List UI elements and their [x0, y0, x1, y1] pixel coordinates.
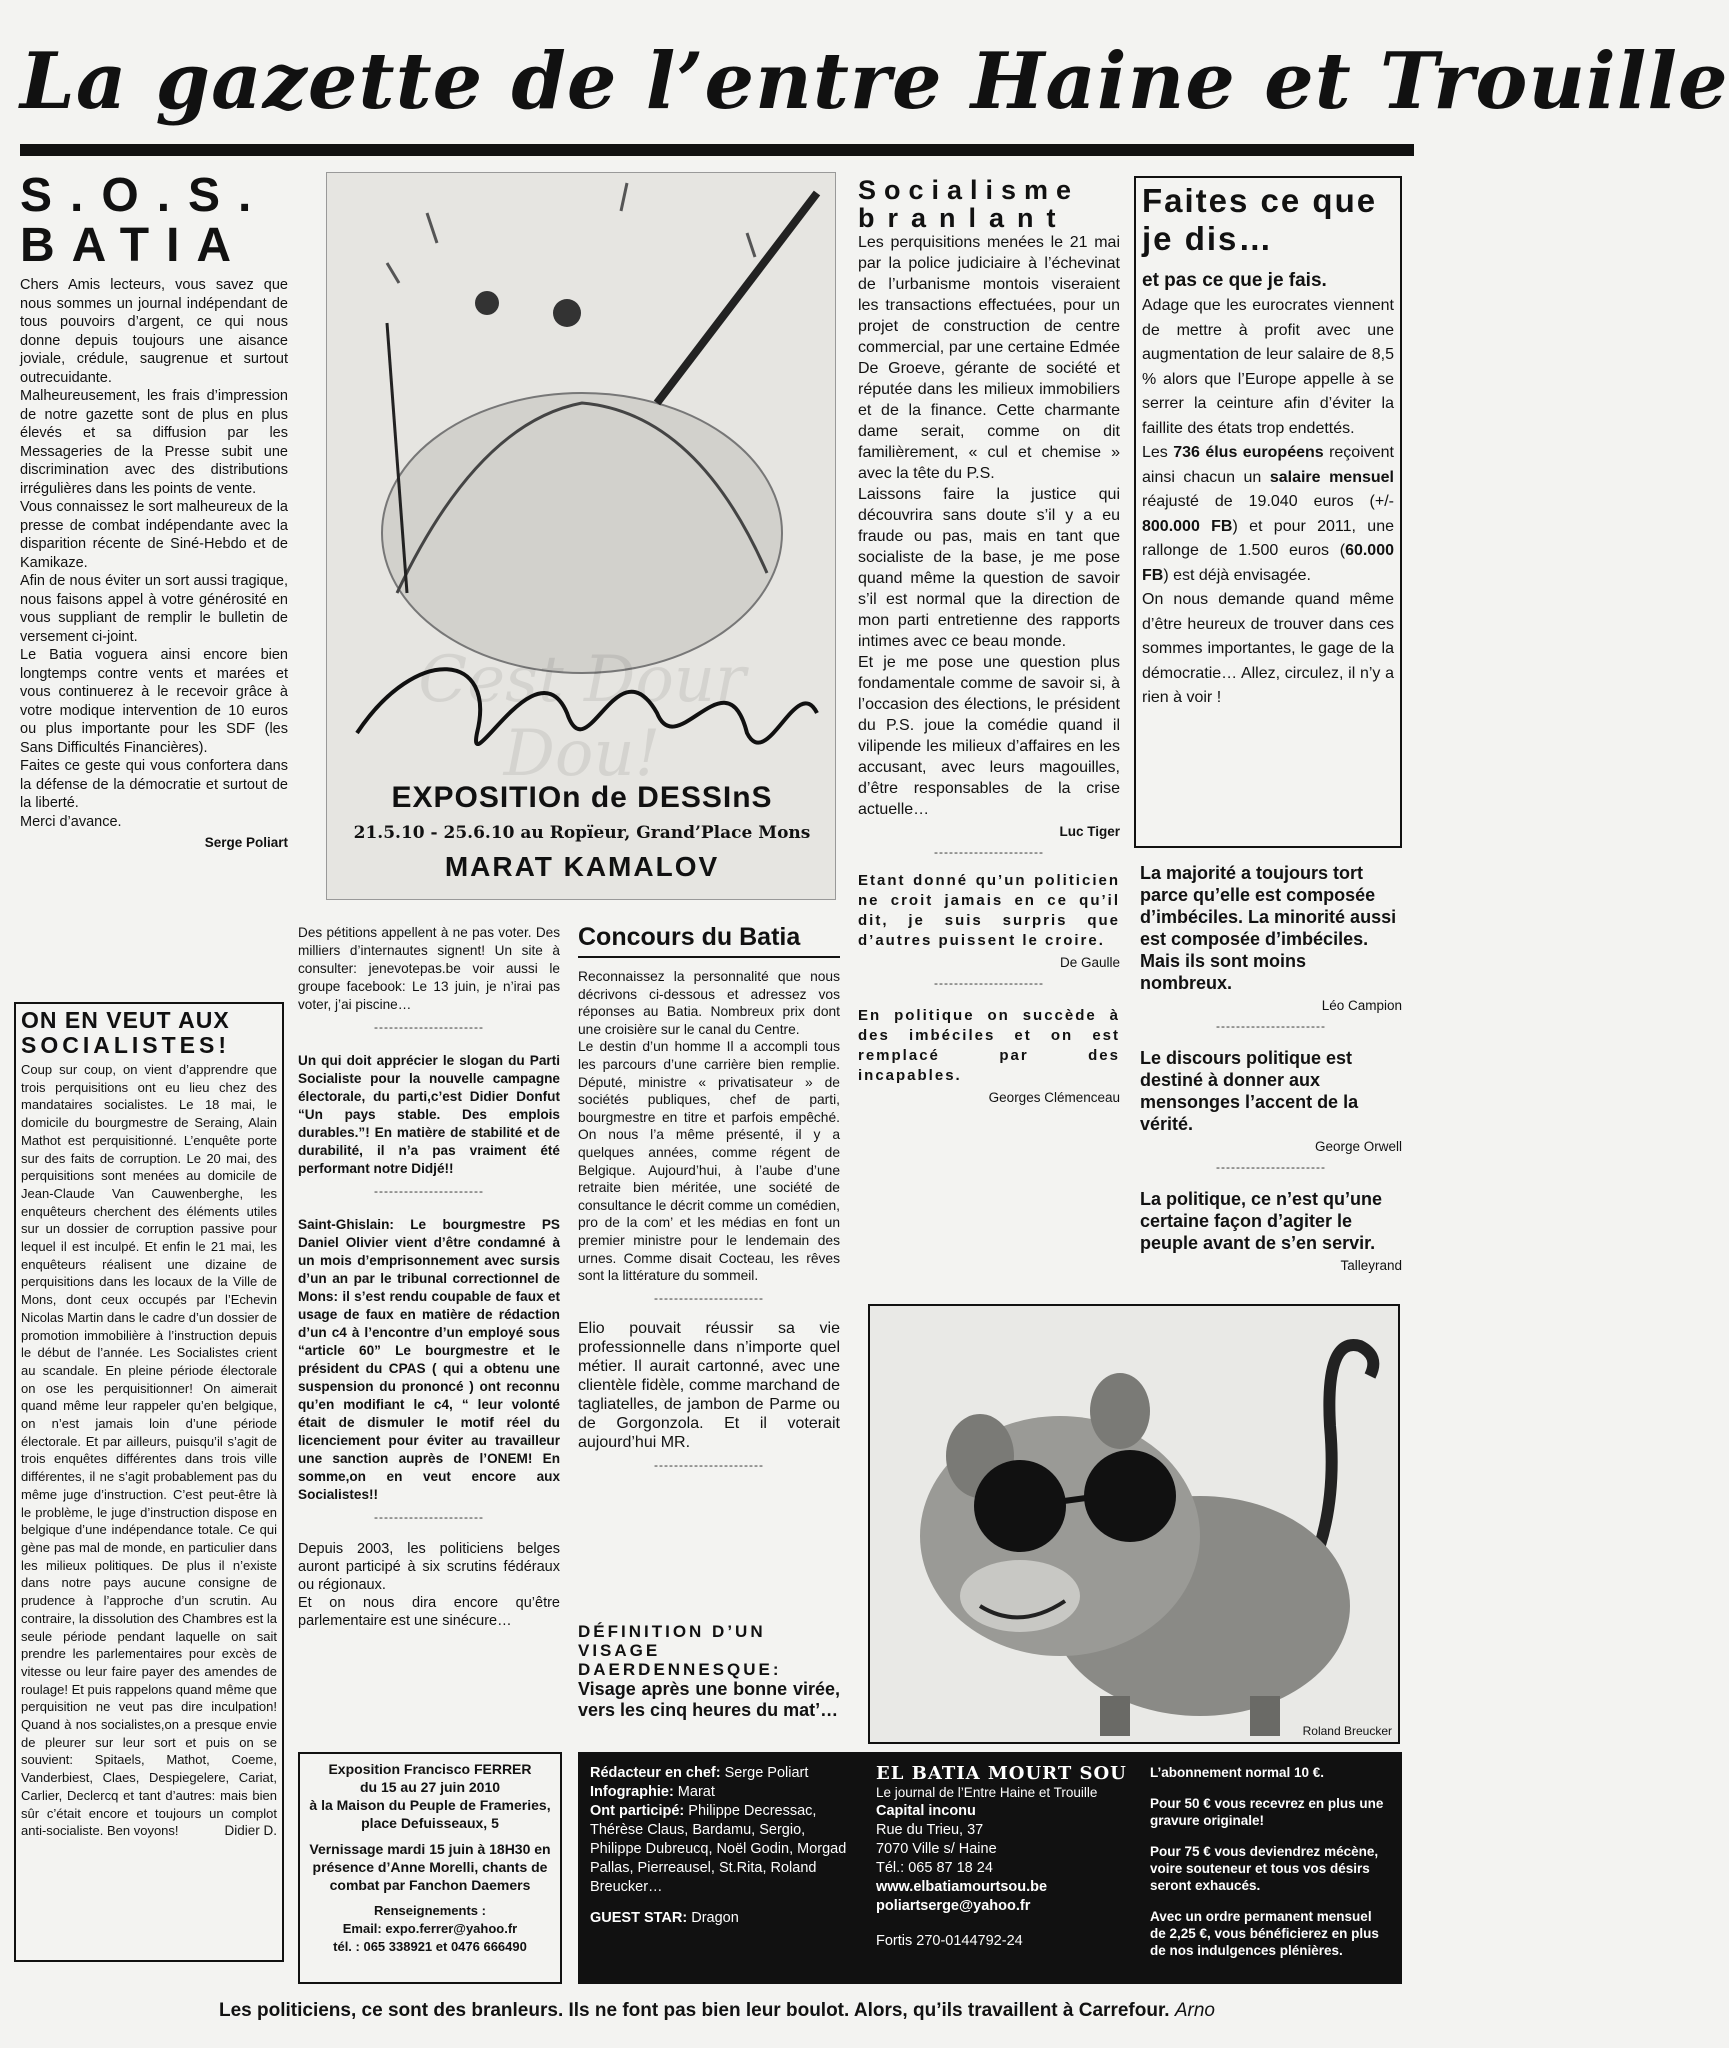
sos-signature: Serge Poliart	[204, 835, 288, 850]
credit-contributors	[590, 1802, 858, 1897]
poster-scrawl: Cest Dour Dou!	[418, 643, 746, 791]
separator: ----------------------	[934, 976, 1044, 990]
subscription-permanent: Avec un ordre permanent mensuel de 2,25 €, vous bénéficierez en plus de nos indulgences plénières.	[1150, 1909, 1379, 1958]
quote-author: George Orwell	[1314, 1139, 1402, 1154]
subscription-50: Pour 50 € vous recevrez en plus une gravure originale!	[1150, 1796, 1384, 1828]
separator: ----------------------	[1216, 1160, 1326, 1174]
journal-website-link[interactable]: www.elbatiamourtsou.be	[876, 1879, 1048, 1895]
credit-label: Ont participé:	[590, 1803, 685, 1819]
note-sinecure: Et on nous dira encore qu’être parlementaire est une sinécure…	[298, 1595, 560, 1629]
bottom-quote	[0, 2000, 1434, 2022]
subscription-75: Pour 75 € vous deviendrez mécène, voire souteneur et tous vos désirs seront exhaucés.	[1150, 1844, 1379, 1893]
credit-label: GUEST STAR:	[590, 1910, 688, 1926]
journal-capital: Capital inconu	[876, 1803, 976, 1819]
separator: ----------------------	[374, 1184, 484, 1198]
socialistes-article	[14, 1002, 284, 1962]
socialistes-title-line2: SOCIALISTES!	[21, 1032, 231, 1058]
faites-paragraph: Adage que les eurocrates viennent de mettre à profit avec une augmentation de leur salaire de 8,5 % alors que l’Europe appelle à se serrer la ceinture afin d’éviter la faillite des états trop endettés.	[1142, 297, 1394, 437]
quote-author: De Gaulle	[1059, 955, 1120, 970]
journal-address-city: 7070 Ville s/ Haine	[876, 1841, 997, 1857]
quote-talleyrand: La politique, ce n’est qu’une certaine façon d’agiter le peuple avant de s’en servir.	[1140, 1189, 1383, 1253]
separator: ----------------------	[654, 1290, 764, 1305]
ferrer-line2: du 15 au 27 juin 2010	[359, 1779, 501, 1795]
socialisme-paragraph: Laissons faire la justice qui découvrira sans doute s’il y a eu fraude ou pas, mais en tant que socialiste de la base, je me pose quand même la question de savoir s’il est normal que la direction de mon parti entretienne des rapports intimes avec ce beau monde.	[858, 486, 1120, 650]
cartoon-illustration	[868, 1304, 1400, 1744]
quote-de-gaulle: Etant donné qu’un politicien ne croit jamais en ce qu’il dit, je suis surpris que d’autres puissent le croire.	[858, 872, 1120, 949]
journal-phone: Tél.: 065 87 18 24	[876, 1860, 993, 1876]
quote-clemenceau: En politique on succède à des imbéciles et on est remplacé par des incapables.	[858, 1007, 1120, 1084]
journal-bank-account: Fortis 270-0144792-24	[876, 1933, 1023, 1949]
masthead-rule	[20, 144, 1414, 156]
faites-text: reçoivent ainsi chacun un	[1142, 444, 1395, 486]
ferrer-line4: Vernissage mardi 15 juin à 18H30 en présence d’Anne Morelli, chants de combat par Fanchon Daemers	[309, 1841, 551, 1893]
masthead-title: La gazette de l’entre Haine et Trouille	[20, 36, 1729, 127]
exposition-poster	[326, 172, 836, 900]
faites-text: ) est déjà envisagée.	[1163, 566, 1311, 584]
definition-text: Visage après une bonne virée, vers les cinq heures du mat’…	[578, 1679, 840, 1720]
faites-title: Faites ce que je dis…	[1142, 182, 1378, 257]
sos-paragraph: Faites ce geste qui vous confortera dans la défense de la démocratie et surtout de la liberté.	[20, 758, 288, 811]
concours-elio: Elio pouvait réussir sa vie professionnelle dans n’importe quel métier. Il aurait cartonné, avec une clientèle fidèle, comme marchand de tagliatelles, de jambon de Parme ou de Gorgonzola. Et il voterait aujourd’hui MR.	[578, 1319, 840, 1451]
socialistes-title-line1: ON EN VEUT AUX	[21, 1007, 230, 1033]
faites-text: Les	[1142, 444, 1174, 461]
sos-title-line1: S.O.S.	[20, 169, 270, 222]
poster-dates: 21.5.10 - 25.6.10 au Ropïeur, Grand’Place Mons	[353, 823, 811, 843]
colophon-bar	[578, 1752, 1402, 1984]
credit-guest	[590, 1909, 858, 1928]
sos-paragraph: Vous connaissez le sort malheureux de la presse de combat indépendante avec la disparition récente de Siné-Hebdo et de Kamikaze.	[20, 499, 288, 571]
sos-title-line2: BATIA	[20, 219, 249, 272]
ferrer-info-title: Renseignements :	[374, 1903, 486, 1918]
middle-notes	[298, 924, 560, 1744]
faites-emphasis: 736 élus européens	[1173, 444, 1324, 461]
concours-title: Concours du Batia	[578, 922, 840, 958]
sos-paragraph: Merci d’avance.	[20, 813, 122, 830]
sos-body	[20, 276, 288, 831]
credit-infographics	[590, 1783, 858, 1802]
socialistes-signature: Didier D.	[224, 1822, 277, 1838]
sos-paragraph: Malheureusement, les frais d’impression de notre gazette sont de plus en plus élevés et sa diffusion par les Messageries de la Presse subit une discrimination avec des distributions irrégulières dans les points de vente.	[20, 388, 288, 497]
colophon-address	[876, 1764, 1134, 1951]
concours-article	[578, 922, 840, 1512]
socialisme-paragraph: Les perquisitions menées le 21 mai par la police judiciaire à l’échevinat de l’urbanisme montois viseraient les transactions effectuées, pour un projet de construction de centre commercial, par une certaine Edmée De Groeve, gérante de société et réputée dans les milieux immobiliers et de la finance. Cette charmante dame serait, comme on dit familièrement, « cul et chemise » avec la tête du P.S.	[858, 234, 1120, 482]
note-saint-ghislain: Saint-Ghislain: Le bourgmestre PS Daniel Olivier vient d’être condamné à un mois d’emprisonnement avec sursis d’un an par le tribunal correctionnel de Mons: il s’est rendu coupable de faux et usage de faux en matière de rédaction d’un c4 à l’encontre d’un employé sous “article 60” Le bourgmestre et le président du CPAS ( qui a obtenu une suspension du prononcé ) ont reconnu qu’en modifiant le c4, “ leur volonté était de dismuler le motif réel du licenciement pour éviter au travailleur une sanction auprès de l’ONEM! En somme,on en veut encore aux Socialistes!!	[298, 1217, 560, 1502]
note-petitions: Des pétitions appellent à ne pas voter. Des milliers d’internautes signent! Un site à consulter: jenevotepas.be voir aussi le groupe facebook: Le 13 juin, je n’irai pas voter, j’ai piscine…	[298, 925, 560, 1012]
ferrer-line1: Exposition Francisco FERRER	[328, 1761, 532, 1777]
cartoon-credit: Roland Breucker	[1302, 1724, 1392, 1738]
quote-author: Léo Campion	[1321, 998, 1402, 1013]
definition-title: DÉFINITION D’UN VISAGE DAERDENNESQUE:	[578, 1622, 782, 1679]
faites-emphasis: 800.000 FB	[1142, 517, 1233, 535]
faites-emphasis: 60.000 FB	[1142, 542, 1394, 584]
sos-paragraph: Chers Amis lecteurs, vous savez que nous sommes un journal indépendant de tous pouvoirs d’argent, ce qui nous donne depuis toujours une aisance joviale, crédule, saugrenue et surtout outrecuidante.	[20, 277, 288, 386]
quote-orwell: Le discours politique est destiné à donner aux mensonges l’accent de la vérité.	[1140, 1048, 1359, 1134]
sos-paragraph: Afin de nous éviter un sort aussi tragique, nous faisons appel à votre générosité en vous suppliant de remplir le bulletin de versement ci-joint.	[20, 573, 288, 645]
separator: ----------------------	[1216, 1019, 1326, 1033]
faites-subtitle: et pas ce que je fais.	[1142, 270, 1327, 291]
separator: ----------------------	[374, 1510, 484, 1524]
socialisme-signature: Luc Tiger	[1059, 824, 1120, 839]
bottom-quote-text: Les politiciens, ce sont des branleurs. Ils ne font pas bien leur boulot. Alors, qu’ils travaillent à Carrefour.	[219, 2000, 1170, 2021]
separator: ----------------------	[934, 845, 1044, 859]
separator: ----------------------	[374, 1020, 484, 1034]
socialisme-title-line1: Socialisme	[858, 175, 1080, 205]
ferrer-email[interactable]: Email: expo.ferrer@yahoo.fr	[342, 1921, 518, 1936]
concours-text: Le destin d’un homme Il a accompli tous les parcours d’une carrière bien remplie. Député, ministre « privatisateur » de sociétés publiques, chef de parti, bourgmestre en titre et parfois empêché. On nous l’a même présenté, il y a quelques années, comme régent de Belgique. Aujourd’hui, à l’aube d’une retraite bien méritée, une société de consultance le décrit comme un comédien, pro de la com’ et les médias en font un premier ministre pour le lendemain des urnes. Comme disait Cocteau, les rêves sont la littérature du sommeil.	[578, 1039, 840, 1284]
concours-intro: Reconnaissez la personnalité que nous décrivons ci-dessous et adressez vos réponses au Batia. Nombreux prix dont une croisière sur le canal du Centre.	[578, 969, 840, 1037]
colophon-credits	[590, 1764, 858, 1928]
credit-value: Serge Poliart	[720, 1765, 809, 1781]
faites-text: réajusté de 19.040 euros (+/-	[1142, 493, 1394, 510]
colophon-subscription	[1150, 1764, 1390, 1959]
socialisme-paragraph: Et je me pose une question plus fondamentale comme de savoir si, à l’occasion des élections, le président du P.S. joue la comédie quand il vilipende les milieux d’affaires en les accusant, avec leurs magouilles, d’être responsables de la crise actuelle…	[858, 654, 1120, 818]
journal-subtitle: Le journal de l’Entre Haine et Trouille	[876, 1785, 1098, 1800]
credit-value: Dragon	[687, 1910, 739, 1926]
ferrer-tel: tél. : 065 338921 et 0476 666490	[333, 1939, 527, 1954]
note-scrutins: Depuis 2003, les politiciens belges auront participé à six scrutins fédéraux ou régionaux.	[298, 1541, 560, 1593]
subscription-normal: L’abonnement normal 10 €.	[1150, 1765, 1325, 1780]
socialisme-branlant-article	[858, 175, 1120, 1105]
quote-author: Georges Clémenceau	[988, 1090, 1120, 1105]
faites-text: ) et pour 2011, une rallonge de 1.500 euros (	[1142, 517, 1394, 559]
ferrer-exhibition-box	[298, 1752, 562, 1984]
faites-paragraph: On nous demande quand même d’être heureux de trouver dans ces sommes importantes, le gage de la démocratie… Allez, circulez, il n’y a rien à voir !	[1142, 591, 1394, 706]
quote-author: Talleyrand	[1340, 1258, 1402, 1273]
separator: ----------------------	[654, 1457, 764, 1472]
quote-campion: La majorité a toujours tort parce qu’elle est composée d’imbéciles. La minorité aussi est composée d’imbéciles. Mais ils sont moins nombreux.	[1140, 863, 1397, 993]
faites-emphasis: salaire mensuel	[1269, 468, 1394, 486]
poster-artist: MARAT KAMALOV	[444, 851, 720, 882]
cat-with-sunglasses-icon	[870, 1306, 1398, 1742]
socialisme-title-line2: branlant	[858, 203, 1069, 233]
note-donfut: Un qui doit apprécier le slogan du Parti Socialiste pour la nouvelle campagne électorale, du parti,c’est Didier Donfut “Un pays stable. Des emplois durables.”! En matière de stabilité et de durabilité, il n’a pas vraiment été performant notre Didjé!!	[298, 1053, 560, 1176]
journal-email-link[interactable]: poliartserge@yahoo.fr	[876, 1898, 1031, 1914]
bottom-quote-author: Arno	[1174, 2000, 1215, 2021]
credit-label: Infographie:	[590, 1784, 674, 1800]
quotes-column	[1140, 862, 1402, 1292]
credit-editor	[590, 1764, 858, 1783]
socialistes-body: Coup sur coup, on vient d’apprendre que trois perquisitions ont eu lieu chez des mandataires socialistes. Le 18 mai, le domicile du bourgmestre de Seraing, Alain Mathot est perquisitionné. L’enquête porte sur des faits de corruption. Le 20 mai, des perquisitions sont menées au domicile de Jean-Claude Van Cauwenberghe, les enquêteurs cherchent des éléments utiles sur un dossier de corruption passive pour lequel il est inculpé. Et enfin le 21 mai, les enquêteurs réalisent une dizaine de perquisitions dans les locaux de la Ville de Mons, dont ceux occupés par l’Echevin Nicolas Martin dans le cadre d’un dossier de promotion immobilière à l’instruction depuis le début de l’année. Les Socialistes crient au scandale. En pleine période électorale on ose les perquisitionner! On aimerait quand même leur rappeler qu’en belgique, on n’est jamais loin d’une période électorale. Et par ailleurs, puisqu’il s’agit de trois enquêtes différentes dans trois ville différentes, il ne s’agit probablement pas du même juge d’instruction. C’est peut-être là le problème, le juge d’instruction dispose en belgique d’une indépendance totale. Ce qui gène pas mal de monde, en particulier dans les milieux politiques. De plus il n’existe dans notre pays aucune consigne de prudence à l’approche d’un scrutin. Au contraire, la dissolution des Chambres est la seule période pendant laquelle on sait prendre les parlementaires pour excès de vitesse ou leur faire payer des amendes de roulage! Et puis rappelons quand même que perquisition ne veut pas dire inculpation! Quand à nos socialistes,on a presque envie de pleurer sur leur sort et puis on se souvient: Spitaels, Mathot, Coeme, Vanderbiest, Claes, Despiegelere, Cariat, Carlier, Declercq et tant d’autres: mais bien sûr c’était encore et toujours un complot anti-socialiste. Ben voyons!	[21, 1062, 277, 1839]
ferrer-line3: à la Maison du Peuple de Frameries, place Defuisseaux, 5	[309, 1797, 551, 1831]
credit-value: Marat	[673, 1784, 715, 1800]
faites-ce-que-je-dis-box	[1134, 176, 1402, 848]
definition-article	[578, 1622, 840, 1750]
journal-address-street: Rue du Trieu, 37	[876, 1822, 984, 1838]
credit-label: Rédacteur en chef:	[590, 1765, 721, 1781]
sos-paragraph: Le Batia voguera ainsi encore bien longtemps contre vents et marées et vous continuerez à le recevoir grâce à votre modique intervention de 10 euros ou plus importante pour les SDF (les Sans Difficultés Financières).	[20, 647, 288, 756]
faites-paragraph	[1142, 441, 1394, 588]
credit-value: Philippe Decressac, Thérèse Claus, Bardamu, Sergio, Philippe Dubreucq, Noël Godin, Morgad Pallas, Pierreausel, St.Rita, Roland Breucker…	[590, 1803, 847, 1895]
sos-batia-article	[20, 169, 288, 962]
poster-title: EXPOSITIOn de DESSInS	[391, 781, 773, 814]
journal-name: EL BATIA MOURT SOU	[876, 1763, 1127, 1784]
